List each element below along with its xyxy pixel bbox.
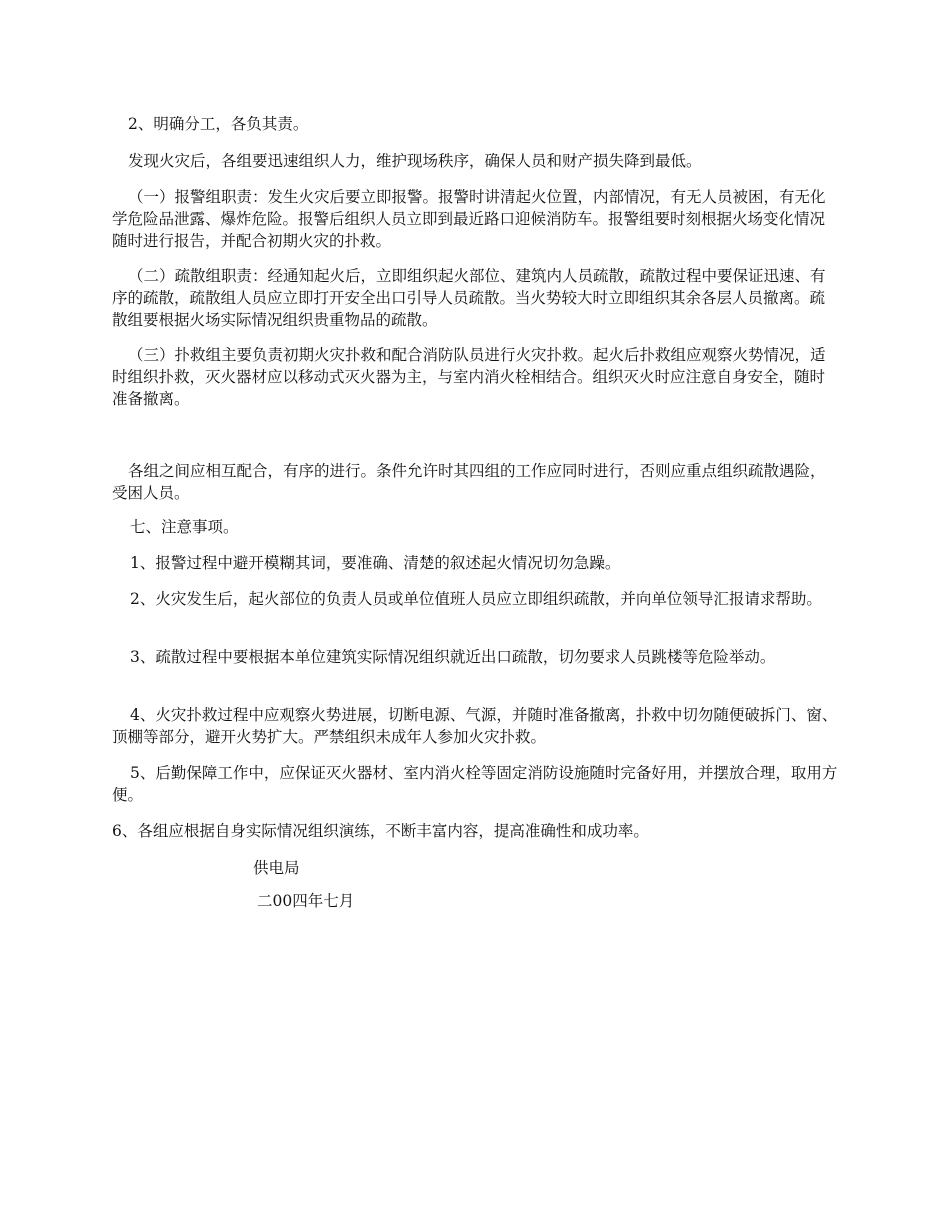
paragraph-cooperation: 各组之间应相互配合，有序的进行。条件允许时其四组的工作应同时进行，否则应重点组织疏散遇险，受困人员。	[112, 462, 826, 502]
note-item-3: 3、疏散过程中要根据本单位建筑实际情况组织就近出口疏散，切勿要求人员跳楼等危险举动。	[130, 648, 776, 666]
paragraph-intro: 发现火灾后，各组要迅速组织人力，维护现场秩序，确保人员和财产损失降到最低。	[128, 152, 702, 170]
paragraph-firefighting-group: （三）扑救组主要负责初期火灾扑救和配合消防队员进行火灾扑救。起火后扑救组应观察火势情况，适时组织扑救，灭火器材应以移动式灭火器为主，与室内消火栓相结合。组织灭火时应注意自身安全，随时准备撤离。	[112, 346, 826, 408]
note-item-2: 2、火灾发生后，起火部位的负责人员或单位值班人员应立即组织疏散，并向单位领导汇报请求帮助。	[130, 590, 822, 608]
note-item-1: 1、报警过程中避开模糊其词，要准确、清楚的叙述起火情况切勿急躁。	[130, 554, 621, 572]
paragraph-assignment-heading: 2、明确分工，各负其责。	[128, 115, 309, 133]
signature-organization: 供电局	[253, 859, 300, 877]
note-item-5: 5、后勤保障工作中，应保证灭火器材、室内消火栓等固定消防设施随时完备好用，并摆放合理，取用方便。	[112, 764, 838, 804]
note-item-4: 4、火灾扑救过程中应观察火势进展，切断电源、气源，并随时准备撤离，扑救中切勿随便破拆门、窗、顶棚等部分，避开火势扩大。严禁组织未成年人参加火灾扑救。	[112, 706, 838, 746]
paragraph-evacuation-group: （二）疏散组职责：经通知起火后，立即组织起火部位、建筑内人员疏散，疏散过程中要保证迅速、有序的疏散，疏散组人员应立即打开安全出口引导人员疏散。当火势较大时立即组织其余各层人员撤离。疏散组要根据火场实际情况组织贵重物品的疏散。	[112, 267, 826, 329]
paragraph-alarm-group: （一）报警组职责：发生火灾后要立即报警。报警时讲清起火位置，内部情况，有无人员被困，有无化学危险品泄露、爆炸危险。报警后组织人员立即到最近路口迎候消防车。报警组要时刻根据火场变化情况随时进行报告，并配合初期火灾的扑救。	[112, 188, 826, 250]
note-item-6: 6、各组应根据自身实际情况组织演练，不断丰富内容，提高准确性和成功率。	[112, 822, 649, 840]
section-heading-notes: 七、注意事项。	[130, 518, 239, 536]
signature-date: 二00四年七月	[257, 892, 355, 910]
